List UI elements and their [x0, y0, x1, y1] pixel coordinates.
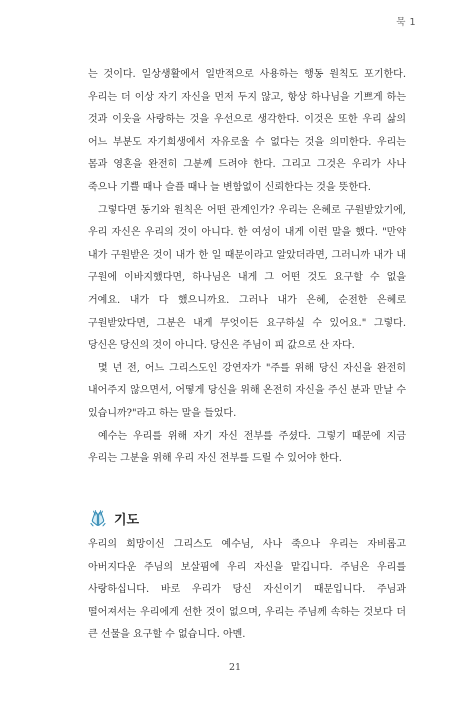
chapter-label: 묵 1: [396, 17, 416, 28]
page-number: 21: [228, 662, 242, 673]
prayer-title: 기도: [114, 512, 140, 528]
prayer-section: [88, 508, 406, 647]
body-text: [88, 64, 406, 471]
paragraph-1: 는 것이다. 일상생활에서 일반적으로 사용하는 행동 원칙도 포기한다. 우리는 더 이상 자기 자신을 먼저 두지 않고, 항상 하나님을 기쁘게 하는 것과 이웃을 사랑하는 것을 우선으로 생각한다. 이것은 또한 우리 삶의 어느 부분도 자기희생에서 자유로울 수 없다는 것을 의미한다. 우리는 몸과 영혼을 완전히 그분께 드려야 한다. 그리고 그것은 우리가 사나 죽으나 기쁠 때나 슬플 때나 늘 변함없이 신뢰한다는 것을 뜻한다.: [88, 69, 406, 193]
paragraph-3: 몇 년 전, 어느 그리스도인 강연자가 "주를 위해 당신 자신을 완전히 내어주지 않으면서, 어떻게 당신을 위해 온전히 자신을 주신 분과 만날 수 있습니까?"라고 하는 말을 들었다.: [88, 362, 406, 419]
paragraph-4: 예수는 우리를 위해 자기 자신 전부를 주셨다. 그렇기 때문에 지금 우리는 그분을 위해 우리 자신 전부를 드릴 수 있어야 한다.: [88, 430, 406, 465]
paragraph-2: 그렇다면 동기와 원칙은 어떤 관계인가? 우리는 은혜로 구원받았기에, 우리 자신은 우리의 것이 아니다. 한 여성이 내게 이런 말을 했다. "만약 내가 구원받은 것이 내가 한 일 때문이라고 알았더라면, 그러니까 내가 내 구원에 이바지했다면, 하나님은 내게 그 어떤 것도 요구할 수 없을 거예요. 내가 다 했으니까요. 그러나 내가 은혜, 순전한 은혜로 구원받았다면, 그분은 내게 무엇이든 요구하실 수 있어요." 그렇다. 당신은 당신의 것이 아니다. 당신은 주님이 피 값으로 산 자다.: [88, 204, 406, 352]
prayer-heading: [88, 508, 406, 528]
prayer-text: 우리의 희망이신 그리스도 예수님, 사나 죽으나 우리는 자비롭고 아버지다운 주님의 보살핌에 우리 자신을 맡깁니다. 주님은 우리를 사랑하십니다. 바로 우리가 당신 자신이기 때문입니다. 주님과 떨어져서는 우리에게 선한 것이 없으며, 우리는 주님께 속하는 것보다 더 큰 선물을 요구할 수 없습니다. 아멘.: [88, 539, 406, 641]
praying-hands-icon: [88, 508, 108, 528]
